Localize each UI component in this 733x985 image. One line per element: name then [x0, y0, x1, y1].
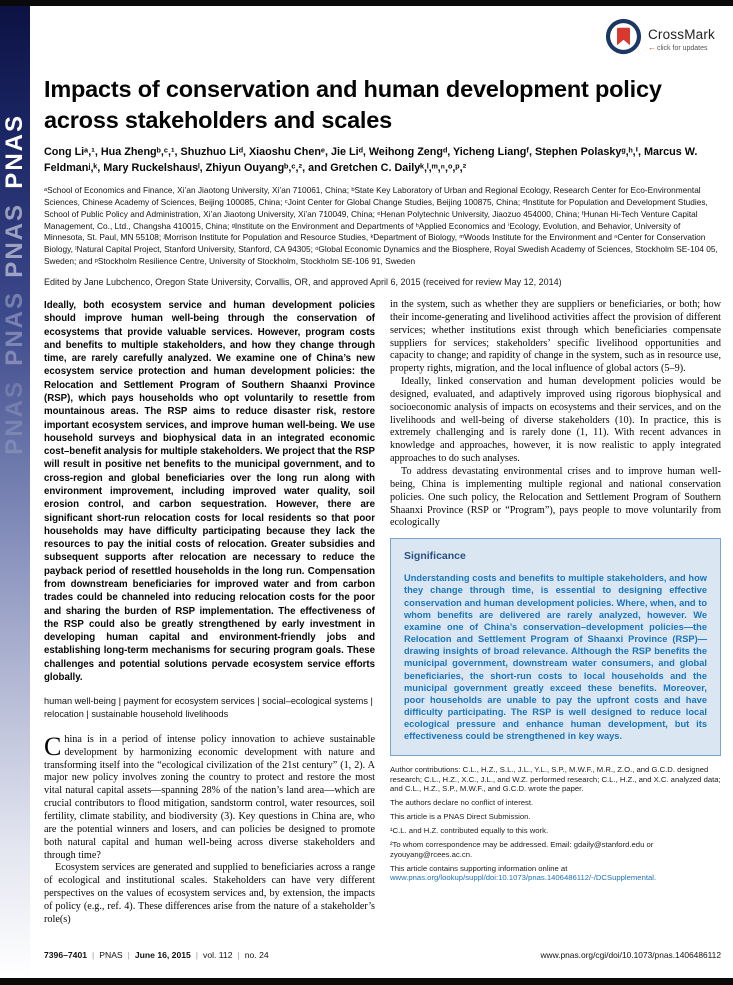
- article-body: [44, 299, 721, 927]
- page-footer: [44, 950, 721, 960]
- crossmark-badge[interactable]: [605, 18, 715, 60]
- body-paragraph: in the system, such as whether they are suppliers or beneficiaries, or both; how their income-generating and livelihood activities affect the provision of different services; whether institutions exist through which beneficiaries compensate suppliers for services; stakeholders’ specific livelihood opportunities and capacity to change; and rapidity of change in the system, such as in resource use, property rights, migration, and the local influence of global actors (5–9).: [390, 299, 721, 375]
- pnas-logo-text-faded: PNAS: [1, 380, 28, 455]
- crossmark-label: CrossMark: [647, 26, 715, 42]
- keywords-line: human well-being | payment for ecosystem services | social–ecological systems | relocation | sustainable household livelihoods: [44, 696, 373, 720]
- abstract: Ideally, both ecosystem service and human development policies should improve human well-being through the conservation of ecosystems that provide valuable services. However, program costs and benefits to multiple stakeholders, and how they change through time, are rarely carefully analyzed. We examine one of China’s new ecosystem service protection and human development policies: the Relocation and Settlement Program of Southern Shaanxi Province (RSP), which pays households who opt voluntarily to resettle from mountainous areas. The RSP aims to reduce disaster risk, restore important ecosystem services, and improve human well-being. We use household surveys and biophysical data in an integrated economic cost–benefit analysis for multiple stakeholders. We project that the RSP will result in positive net benefits to the municipal government, and to cross-region and global beneficiaries over the long run along with environment improvement, including improved water quality, soil erosion control, and carbon sequestration. However, there are significant short-run relocation costs for local residents so that poor households may have difficulty participating because they lack the resources to pay the initial costs of relocation. Greater subsidies and subsequent supports after relocation are necessary to reduce the payback period of resettled households in the long run. Compensation from downstream beneficiaries for improved water and from carbon trades could be channeled into reducing relocation costs for the poor and sharing the burden of RSP implementation. The effectiveness of the RSP could also be greatly strengthened by early investment in developing human capital and environment-friendly jobs and establishing long-term mechanisms for securing program goals. These challenges and potential solutions pervade ecosystem service efforts globally.: [44, 300, 375, 683]
- body-paragraph: To address devastating environmental crises and to improve human well-being, China is implementing multiple regional and national conservation policies. One such policy, the Relocation and Settlement Program of Southern Shaanxi Province (RSP or “Program”), pays people to move voluntarily from ecologically: [390, 466, 721, 529]
- supporting-information-note: This article contains supporting information online at www.pnas.org/lookup/suppl/doi:10.1073/pnas.1406486112/-/DCSupplemental.: [390, 863, 657, 883]
- article-title: Impacts of conservation and human development policy across stakeholders and scales: [44, 76, 662, 133]
- direct-submission-note: This article is a PNAS Direct Submission.: [390, 812, 531, 822]
- pnas-logo-text-faded: PNAS: [1, 291, 28, 367]
- pnas-spine: [0, 6, 30, 978]
- significance-heading: Significance: [404, 550, 466, 563]
- correspondence-note: ²To whom correspondence may be addressed. Email: gdaily@stanford.edu or zyouyang@rcees.ac.cn.: [390, 839, 654, 859]
- author-list: Cong Liᵃ,¹, Hua Zhengᵇ,ᶜ,¹, Shuzhuo Liᵈ, Xiaoshu Chenᵉ, Jie Liᵈ, Weihong Zengᵈ, Yicheng Liangᶠ, Stephen Polaskyᵍ,ʰ,ⁱ, Marcus W. Feldmanʲ,ᵏ, Mary Ruckelshausˡ, Zhiyun Ouyangᵇ,ᶜ,², and Gretchen C. Dailyᵏ,ˡ,ᵐ,ⁿ,ᵒ,ᵖ,²: [44, 146, 698, 175]
- issue-number: no. 24: [244, 950, 269, 960]
- left-column: [44, 299, 375, 927]
- supporting-information-link[interactable]: www.pnas.org/lookup/suppl/doi:10.1073/pnas.1406486112/-/DCSupplemental.: [390, 873, 657, 883]
- footnotes-block: [390, 765, 721, 884]
- article-page: [30, 6, 733, 978]
- crossmark-arrow-icon: ←: [647, 42, 656, 52]
- issue-date: June 16, 2015: [134, 950, 191, 960]
- conflict-of-interest-note: The authors declare no conflict of interest.: [390, 798, 534, 808]
- affiliations: ᵃSchool of Economics and Finance, Xi’an Jiaotong University, Xi’an 710061, China; ᵇState Key Laboratory of Urban and Regional Ecology, Research Center for Eco-Environmental Sciences, Chinese Academy of Sciences, Beijing 100085, China; ᶜJoint Center for Global Change Studies, Beijing 100875, China; ᵈInstitute for Population and Development Studies, School of Public Policy and Administration, Xi’an Jiaotong University, Xi’an 710049, China; ᵉHenan Polytechnic University, Jiaozuo 454000, China; ᶠHunan Hi-Tech Venture Capital Management, Co., Ltd., Changsha 410015, China; ᵍInstitute on the Environment and Departments of ʰApplied Economics and ⁱEcology, Evolution, and Behavior, University of Minnesota, St. Paul, MN 55108; ʲMorrison Institute for Population and Resource Studies, ᵏDepartment of Biology, ᵐWoods Institute for the Environment and ⁿCenter for Conservation Biology, ˡNatural Capital Project, Stanford University, Stanford, CA 94305; ᵒGlobal Economic Dynamics and the Biosphere, Royal Swedish Academy of Sciences, Stockholm SE-104 05, Sweden; and ᵖStockholm Resilience Centre, University of Stockholm, Stockholm SE-106 91, Sweden: [44, 185, 718, 267]
- top-border-bar: [0, 0, 733, 6]
- intro-paragraph: Ecosystem services are generated and supplied to beneficiaries across a range of ecological and institutional scales. Stakeholders can have very different perspectives on the values of ecosystem services and, by extension, the impacts of policy (e.g., ref. 4). These differences arise from the nature of a stakeholder’s role(s): [44, 862, 375, 925]
- bottom-border-bar: [0, 978, 733, 985]
- right-column: [390, 299, 721, 927]
- citation-line: 7396–7401 | PNAS | June 16, 2015 | vol. 112 | no. 24: [44, 950, 269, 960]
- significance-text: Understanding costs and benefits to multiple stakeholders, and how they change through time, is essential to designing effective conservation and human development policies. Where, when, and to whom benefits are delivered are rarely analyzed, however. We examine one of China’s conservation–development policies—the Relocation and Settlement Program of Shaanxi Province (RSP)—drawing insights of broad relevance. Although the RSP benefits the municipal government, downstream water consumers, and global beneficiaries, the short-run costs to local households and the municipal government greatly exceed these benefits. Moreover, poor households are unable to pay the upfront costs and have difficulty participating. The RSP is well designed to reduce local ecological pressure and enhance human development, but its effectiveness could be strengthened in key ways.: [404, 573, 707, 742]
- page-range: 7396–7401: [44, 950, 88, 960]
- pnas-logo-text: PNAS: [1, 114, 28, 189]
- volume: vol. 112: [203, 950, 233, 960]
- doi-url[interactable]: www.pnas.org/cgi/doi/10.1073/pnas.1406486112: [540, 950, 721, 960]
- body-paragraph: Ideally, linked conservation and human development policies would be designed, evaluated, and adaptively improved using rigorous biophysical and socioeconomic analysis of impacts on ecosystems and their services, and on the livelihoods and well-being of diverse stakeholders (10). In practice, this is extremely challenging and is rarely done (1, 11). With recent advances in knowledge and approaches, however, it is now realistic to apply integrated approaches to do such analyses.: [390, 376, 721, 465]
- crossmark-icon: [605, 18, 642, 60]
- equal-contribution-note: ¹C.L. and H.Z. contributed equally to this work.: [390, 825, 549, 835]
- edited-by-line: Edited by Jane Lubchenco, Oregon State University, Corvallis, OR, and approved April 6, 2015 (received for review May 12, 2014): [44, 277, 562, 288]
- pnas-logo-text-faded: PNAS: [1, 202, 28, 278]
- intro-paragraph: China is in a period of intense policy innovation to achieve sustainable development by harmonizing economic development with nature and transforming itself into the “ecological civilization of the 21st century” (1, 2). A major new policy involves zoning the country to protect and restore the most vital natural capital assets—spanning 28% of the nation’s land area—which are crucial contributors to flood mitigation, sandstorm control, water resources, soil fertility, climate stability, and biodiversity (3). Key questions in China are, who are the potential winners and losers, and can policies be designed to promote both natural capital and human well-being across diverse stakeholders and through time?: [44, 731, 375, 861]
- significance-box: [390, 538, 721, 755]
- crossmark-tagline: ←click for updates: [647, 42, 708, 52]
- journal-name: PNAS: [99, 950, 123, 960]
- author-contributions-note: Author contributions: C.L., H.Z., S.L., J.L., Y.L., S.P., M.W.F., M.R., Z.O., and G.C.D. designed research; C.L., H.Z., X.C., J.L., and W.Z. performed research; C.L., H.Z., and X.C. analyzed data; and C.L., H.Z., S.P., M.W.F., and G.C.D. wrote the paper.: [390, 764, 721, 794]
